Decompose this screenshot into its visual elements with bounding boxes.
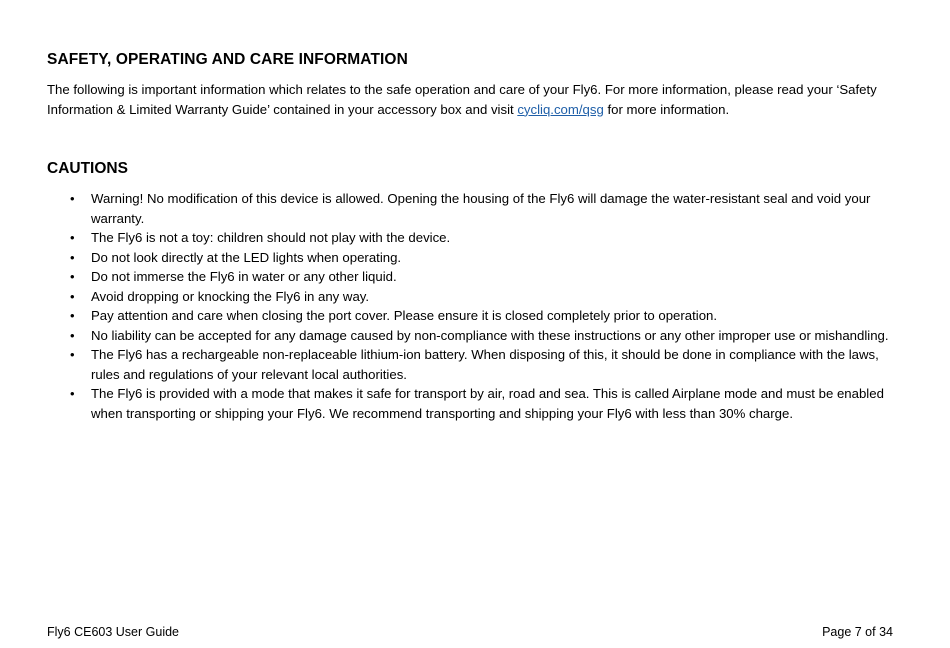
qsg-link[interactable]: cycliq.com/qsg [517, 101, 604, 117]
cautions-title: CAUTIONS [47, 160, 128, 177]
cautions-list [47, 189, 897, 423]
list-item [47, 248, 897, 268]
list-item [47, 267, 897, 287]
caution-text: The Fly6 is provided with a mode that makes it safe for transport by air, road and sea. This is called Airplane mode and must be enabled when transporting or shipping your Fly6. We recommend transporting and shipping your Fly6 with less than 30% charge. [91, 386, 884, 421]
caution-text: Warning! No modification of this device is allowed. Opening the housing of the Fly6 will damage the water-resistant seal and void your warranty. [91, 191, 871, 226]
section-title: SAFETY, OPERATING AND CARE INFORMATION [47, 51, 408, 68]
bullet-icon: • [70, 347, 75, 362]
bullet-icon: • [70, 269, 75, 284]
list-item [47, 306, 897, 326]
list-item [47, 228, 897, 248]
caution-text: No liability can be accepted for any damage caused by non-compliance with these instructions or any other improper use or mishandling. [91, 327, 889, 343]
bullet-icon: • [70, 249, 75, 265]
caution-text: Avoid dropping or knocking the Fly6 in any way. [91, 288, 370, 304]
bullet-icon: • [70, 288, 75, 304]
bullet-icon: • [70, 327, 75, 343]
intro-text: The following is important information which relates to the safe operation and care of your Fly6. For more information, please read your ‘Safety Information & Limited Warranty Guide’ contained in your accessory box and visit [47, 82, 877, 117]
bullet-icon: • [70, 191, 75, 206]
list-item [47, 287, 897, 307]
intro-paragraph [47, 80, 897, 119]
intro-text-end: for more information. [603, 101, 730, 117]
list-item [47, 189, 897, 228]
list-item [47, 384, 897, 423]
list-item [47, 326, 897, 346]
bullet-icon: • [70, 386, 75, 401]
caution-text: The Fly6 is not a toy: children should not play with the device. [91, 230, 451, 245]
list-item [47, 345, 897, 384]
caution-text: The Fly6 has a rechargeable non-replaceable lithium-ion battery. When disposing of this, it should be done in compliance with the laws, rules and regulations of your relevant local authorities. [91, 347, 879, 382]
caution-text: Do not immerse the Fly6 in water or any other liquid. [91, 269, 397, 284]
bullet-icon: • [70, 230, 75, 245]
caution-text: Pay attention and care when closing the port cover. Please ensure it is closed completely prior to operation. [91, 308, 718, 323]
page-content [47, 50, 897, 423]
footer-page-number: Page 7 of 34 [822, 625, 893, 639]
bullet-icon: • [70, 308, 75, 323]
caution-text: Do not look directly at the LED lights when operating. [91, 249, 402, 265]
footer-document-title: Fly6 CE603 User Guide [47, 625, 180, 639]
